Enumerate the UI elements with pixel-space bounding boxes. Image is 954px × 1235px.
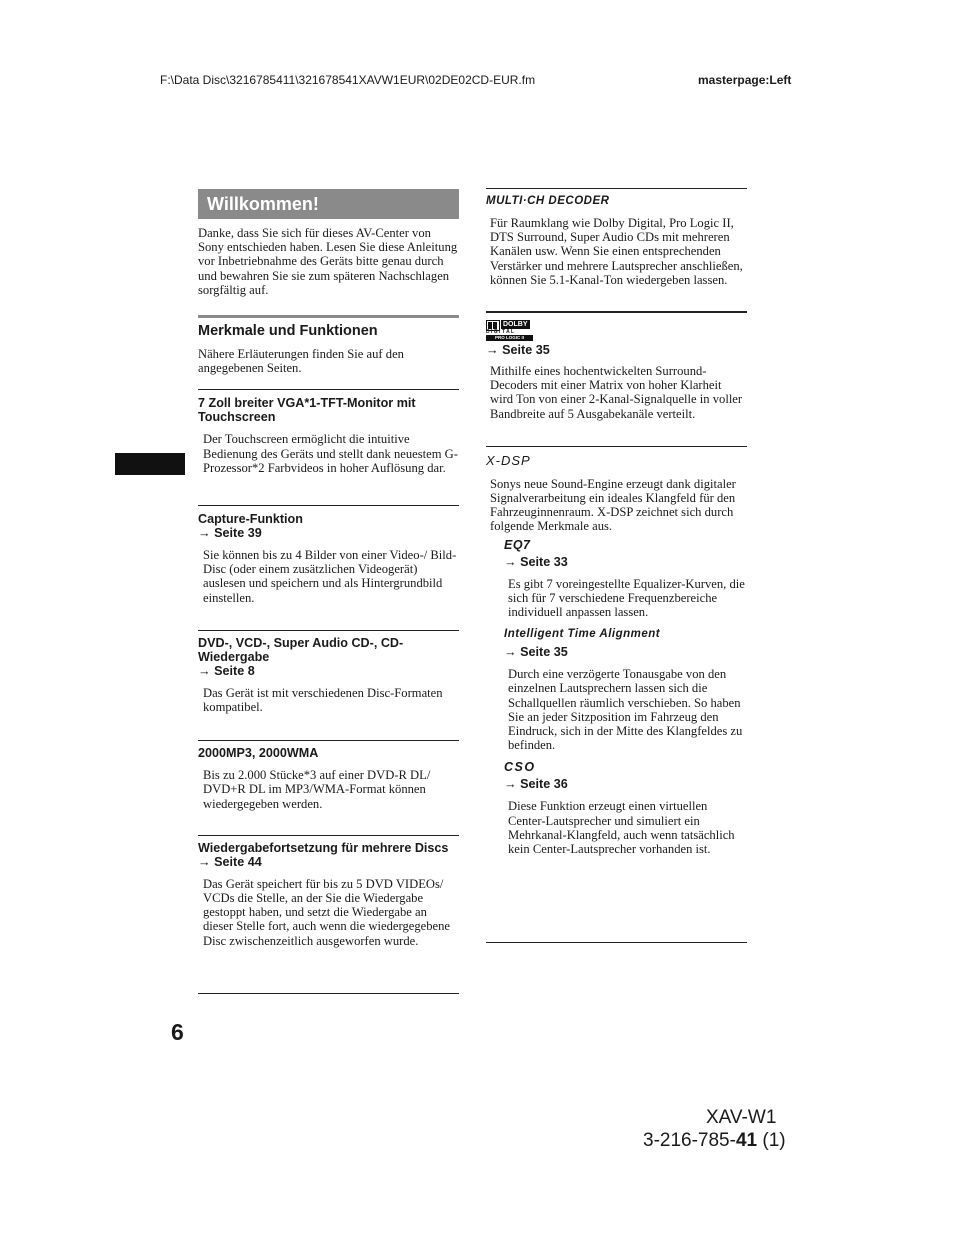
page-ref-capture: → Seite 39 xyxy=(198,526,262,541)
file-path: F:\Data Disc\3216785411\321678541XAVW1EUR\02DE02CD-EUR.fm xyxy=(160,73,536,87)
page-ref-ita: → Seite 35 xyxy=(504,645,568,660)
divider xyxy=(198,740,459,741)
page-ref-cso: → Seite 36 xyxy=(504,777,568,792)
dolby-logo xyxy=(486,320,533,341)
cso-logo: CSO xyxy=(504,760,536,775)
feature-text-capture: Sie können bis zu 4 Bilder von einer Video-/ Bild-Disc (oder einem zusätzlichen Videogerät) auslesen und speichern und als Hintergrundbild einstellen. xyxy=(203,548,457,605)
divider xyxy=(198,505,459,506)
divider xyxy=(486,188,747,189)
x-dsp-features xyxy=(504,538,747,857)
divider xyxy=(486,446,747,447)
page-number: 6 xyxy=(171,1019,184,1045)
x-dsp-logo: X-DSP xyxy=(486,452,531,468)
eq7-text: Es gibt 7 voreingestellte Equalizer-Kurven, die sich für 7 verschiedene Frequenzbereiche individuell anpassen lassen. xyxy=(508,576,745,620)
feature-text-monitor: Der Touchscreen ermöglicht die intuitive Bedienung des Geräts und stellt dank neuestem G-Prozessor*2 Farbvideos in hoher Auflösung dar. xyxy=(203,432,458,475)
divider xyxy=(198,315,459,318)
page-ref-disc: → Seite 8 xyxy=(198,663,255,678)
welcome-text: Danke, dass Sie sich für dieses AV-Center von Sony entschieden haben. Lesen Sie diese Anleitung vor Inbetriebnahme des Geräts bitte genau durch und bewahren Sie sie zum späteren Nachschlagen sorgfältig auf. xyxy=(198,226,458,297)
page-ref-dolby: → Seite 35 xyxy=(486,343,550,358)
eq7-logo: EQ7 xyxy=(504,537,531,552)
divider xyxy=(198,389,459,390)
dolby-logo-text: DOLBY xyxy=(503,321,528,329)
document-code-bold: 41 xyxy=(735,1130,758,1151)
divider xyxy=(198,993,459,994)
feature-title-resume: Wiedergabefortsetzung für mehrere Discs xyxy=(198,840,449,855)
divider xyxy=(198,835,459,836)
feature-title-capture: Capture-Funktion xyxy=(198,512,303,527)
divider xyxy=(198,630,459,631)
page-ref-resume: → Seite 44 xyxy=(198,854,262,869)
document-code-suffix: (1) xyxy=(757,1130,786,1151)
dolby-digital-text: D I G I T A L xyxy=(486,329,514,336)
pro-logic-text: PRO LOGIC II xyxy=(486,335,533,341)
model-name: XAV-W1 xyxy=(706,1107,777,1128)
multi-ch-text: Für Raumklang wie Dolby Digital, Pro Logic II, DTS Surround, Super Audio CDs mit mehreren Kanälen usw. Wenn Sie einen entsprechenden Verstärker und mehrere Lautsprecher anschließen, können Sie 5.1-Kanal-Ton wiedergeben lassen. xyxy=(490,216,743,287)
document-code-prefix: 3-216-785- xyxy=(643,1130,736,1151)
ita-text: Durch eine verzögerte Tonausgabe von den einzelnen Lautsprechern lassen sich die Schallquellen räumlich verschieben. So haben Sie an jeder Sitzposition im Fahrzeug den Eindruck, sich in der Mitte des Klangfeldes zu befinden. xyxy=(508,667,743,753)
feature-title-monitor: 7 Zoll breiter VGA*1-TFT-Monitor mit Touchscreen xyxy=(198,396,416,425)
section-tab-marker xyxy=(115,453,185,475)
right-column xyxy=(486,188,747,856)
feature-text-disc: Das Gerät ist mit verschiedenen Disc-Formaten kompatibel. xyxy=(203,685,443,715)
feature-title-disc: DVD-, VCD-, Super Audio CD-, CD-Wiedergabe xyxy=(198,635,404,664)
masterpage-label: masterpage:Left xyxy=(698,73,792,87)
multi-ch-decoder-logo: MULTI·CH DECODER xyxy=(486,195,610,207)
feature-text-mp3: Bis zu 2.000 Stücke*3 auf einer DVD-R DL/ DVD+R DL im MP3/WMA-Format können wiedergegeben werden. xyxy=(203,768,431,811)
welcome-title: Willkommen! xyxy=(207,194,319,214)
feature-title-mp3: 2000MP3, 2000WMA xyxy=(198,746,319,761)
page-ref-eq7: → Seite 33 xyxy=(504,554,568,569)
cso-text: Diese Funktion erzeugt einen virtuellen Center-Lautsprecher und simuliert ein Mehrkanal-Klangfeld, auch wenn tatsächlich kein Center-Lautsprecher vorhanden ist. xyxy=(508,799,735,857)
dolby-text: Mithilfe eines hochentwickelten Surround-Decoders mit einer Matrix von hoher Klarheit wird Ton von einer 2-Kanal-Signalquelle in voller Bandbreite auf 5 Ausgabekanäle verteilt. xyxy=(490,364,743,421)
welcome-banner xyxy=(198,189,459,219)
feature-text-resume: Das Gerät speichert für bis zu 5 DVD VIDEOs/ VCDs die Stelle, an der Sie die Wiedergabe gestoppt haben, und setzt die Wiedergabe an dieser Stelle fort, auch wenn die wiedergegebene Disc zwischenzeitlich ausgeworfen wurde. xyxy=(203,876,450,948)
features-intro: Nähere Erläuterungen finden Sie auf den angegebenen Seiten. xyxy=(198,347,404,376)
x-dsp-text: Sonys neue Sound-Engine erzeugt dank digitaler Signalverarbeitung ein ideales Klangfeld für den Fahrzeuginnenraum. X-DSP zeichnet sich durch folgende Merkmale aus. xyxy=(490,476,736,534)
document-code xyxy=(643,1130,786,1152)
divider xyxy=(486,311,747,313)
left-column xyxy=(198,189,459,948)
intelligent-time-alignment-logo: Intelligent Time Alignment xyxy=(504,628,661,641)
divider xyxy=(486,942,747,943)
features-title: Merkmale und Funktionen xyxy=(198,323,378,340)
